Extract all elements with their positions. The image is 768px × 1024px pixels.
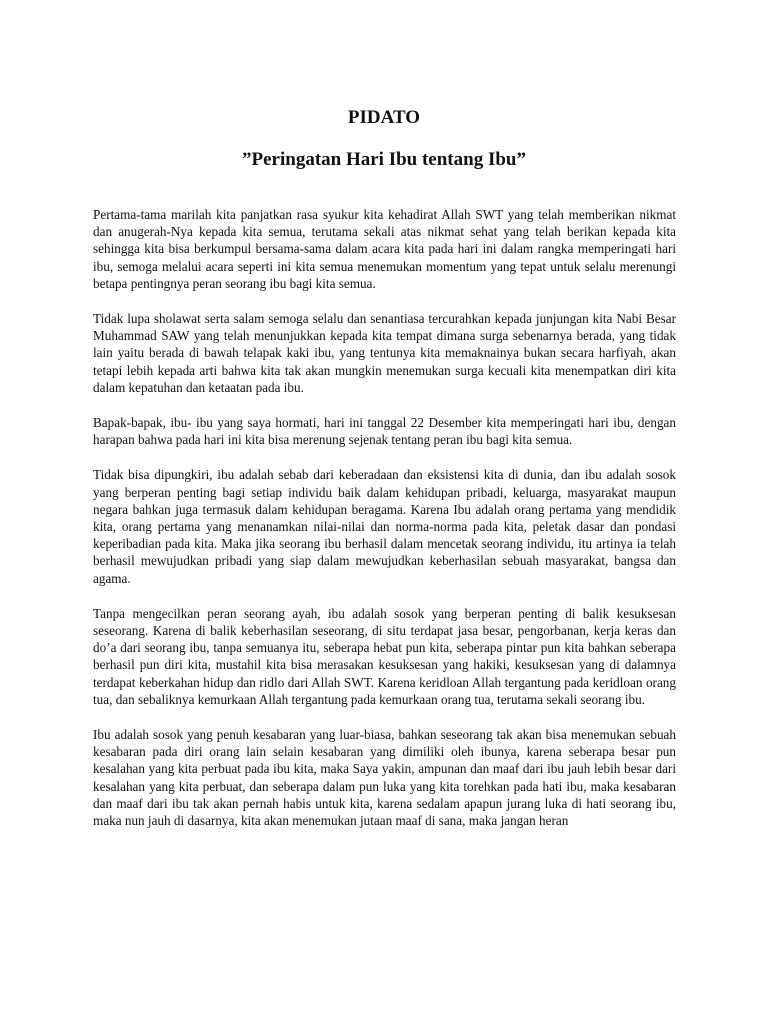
paragraph-4: Tidak bisa dipungkiri, ibu adalah sebab dari keberadaan dan eksistensi kita di dunia, dan ibu adalah sosok yang berperan penting bagi setiap individu baik dalam kehidupan pribadi, keluarga, masyarakat maupun negara bahkan juga termasuk dalam kehidupan beragama. Karena Ibu adalah orang pertama yang mendidik kita, orang pertama yang menanamkan nilai-nilai dan norma-norma pada kita, peletak dasar dan pondasi keperibadian pada kita. Maka jika seorang ibu berhasil dalam mencetak seorang individu, itu artinya ia telah berhasil mewujudkan pribadi yang siap dalam mewujudkan keberhasilan sebuah masyarakat, bangsa dan agama. xyxy=(93,467,676,586)
paragraph-1: Pertama-tama marilah kita panjatkan rasa syukur kita kehadirat Allah SWT yang telah memberikan nikmat dan anugerah-Nya kepada kita semua, terutama sekali atas nikmat sehat yang telah berikan kepada kita sehingga kita bisa berkumpul bersama-sama dalam acara kita pada hari ini dalam rangka memperingati hari ibu, semoga melalui acara seperti ini kita semua menemukan momentum yang tepat untuk selalu merenungi betapa pentingnya peran seorang ibu bagi kita semua. xyxy=(93,207,676,291)
paragraph-2: Tidak lupa sholawat serta salam semoga selalu dan senantiasa tercurahkan kepada junjungan kita Nabi Besar Muhammad SAW yang telah menunjukkan kepada kita tempat dimana surga sebenarnya berada, yang tidak lain yaitu berada di bawah telapak kaki ibu, yang tentunya kita memaknainya bukan secara harfiyah, akan tetapi lebih kepada arti bahwa kita tak akan mungkin menemukan surga kecuali kita menempatkan diri kita dalam kepatuhan dan ketaatan pada ibu. xyxy=(93,311,676,395)
document-body xyxy=(93,206,676,847)
document-title: PIDATO xyxy=(347,107,421,128)
paragraph-6: Ibu adalah sosok yang penuh kesabaran yang luar-biasa, bahkan seseorang tak akan bisa menemukan sebuah kesabaran pada diri orang lain selain kesabaran yang dimiliki oleh ibunya, karena seberapa besar pun kesalahan yang kita perbuat pada ibu kita, maka Saya yakin, ampunan dan maaf dari ibu jauh lebih besar dari kesalahan yang kita perbuat, dan seberapa dalam pun luka yang kita torehkan pada hati ibu, maka kesabaran dan maaf dari ibu tak akan pernah habis untuk kita, karena sedalam apapun jurang luka di hati seorang ibu, maka nun jauh di dasarnya, kita akan menemukan jutaan maaf di sana, maka jangan heran xyxy=(93,727,676,829)
paragraph-5: Tanpa mengecilkan peran seorang ayah, ibu adalah sosok yang berperan penting di balik kesuksesan seseorang. Karena di balik keberhasilan seseorang, di situ terdapat jasa besar, pengorbanan, kerja keras dan do’a dari seorang ibu, tanpa semuanya itu, seberapa hebat pun kita, seberapa pintar pun kita bahkan seberapa berhasil pun diri kita, mustahil kita bisa merasakan kesuksesan yang hakiki, kesuksesan yang di dalamnya terdapat keberkahan hidup dan ridlo dari Allah SWT. Karena keridloan Allah tergantung pada keridloan orang tua, dan sebaliknya kemurkaan Allah tergantung pada kemurkaan orang tua, terutama sekali seorang ibu. xyxy=(93,605,676,707)
document-subtitle: ”Peringatan Hari Ibu tentang Ibu” xyxy=(242,149,526,170)
paragraph-3: Bapak-bapak, ibu- ibu yang saya hormati, hari ini tanggal 22 Desember kita memperingati hari ibu, dengan harapan bahwa pada hari ini kita bisa merenung sejenak tentang peran ibu bagi kita semua. xyxy=(93,415,676,448)
